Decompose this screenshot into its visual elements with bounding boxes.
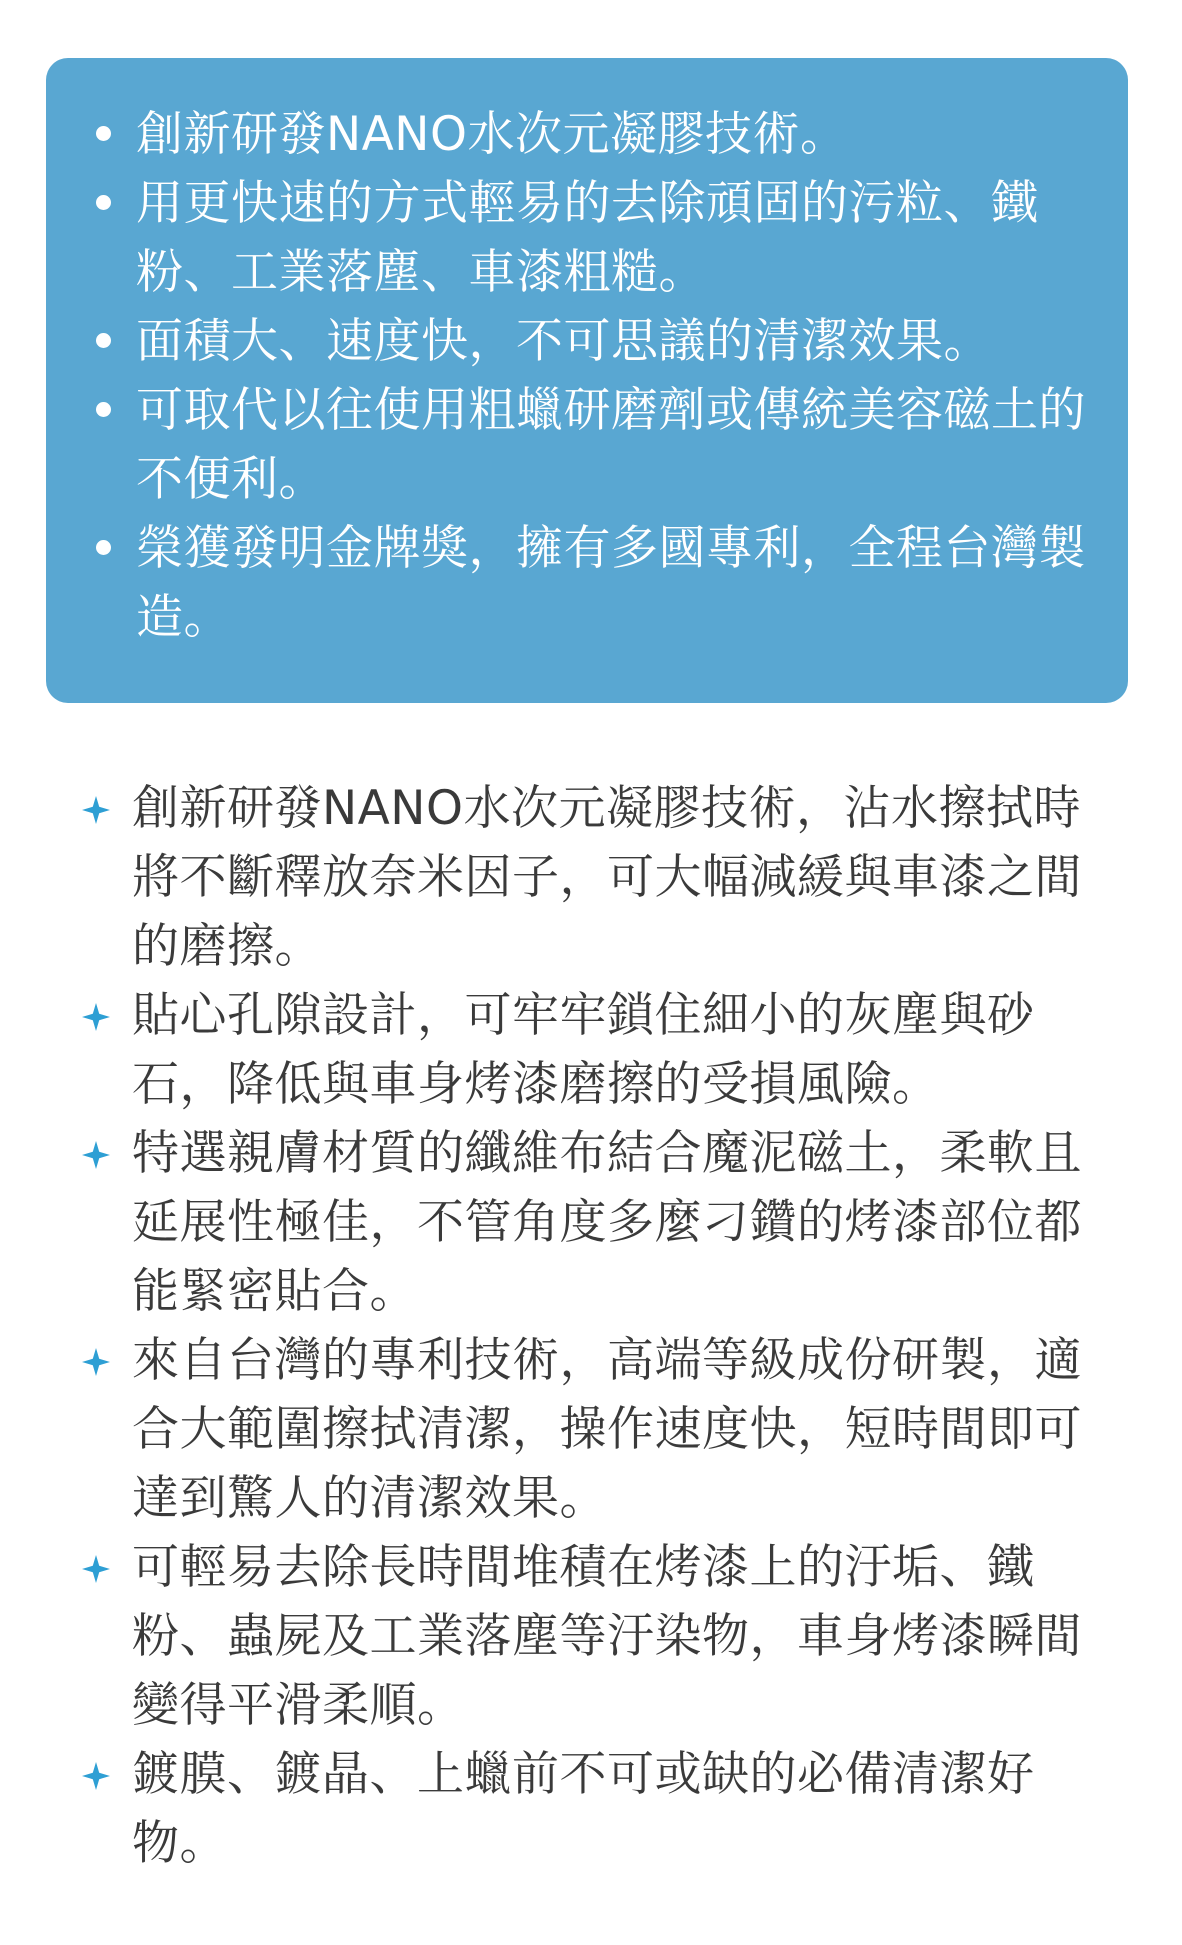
feature-item-text: 鍍膜、鍍晶、上蠟前不可或缺的必備清潔好物。 (132, 1747, 1035, 1871)
bullet-dot-icon (96, 333, 111, 348)
four-point-star-icon (82, 1555, 110, 1583)
feature-item-text: 來自台灣的專利技術，高端等級成份研製，適合大範圍擦拭清潔，操作速度快，短時間即可達到驚人的清潔效果。 (132, 1333, 1082, 1526)
summary-item-text: 創新研發NANO水次元凝膠技術。 (136, 107, 848, 162)
feature-item (82, 1119, 1092, 1326)
summary-item-text: 面積大、速度快，不可思議的清潔效果。 (136, 314, 991, 369)
bullet-dot-icon (96, 195, 111, 210)
feature-item-text: 貼心孔隙設計，可牢牢鎖住細小的灰塵與砂石，降低與車身烤漆磨擦的受損風險。 (132, 988, 1035, 1112)
four-point-star-icon (82, 1003, 110, 1031)
summary-item (86, 514, 1088, 652)
summary-item (86, 169, 1088, 307)
summary-list (86, 100, 1088, 652)
summary-item-text: 用更快速的方式輕易的去除頑固的污粒、鐵粉、工業落塵、車漆粗糙。 (136, 176, 1039, 300)
bullet-dot-icon (96, 402, 111, 417)
feature-item (82, 981, 1092, 1119)
four-point-star-icon (82, 1762, 110, 1790)
feature-item (82, 774, 1092, 981)
summary-item-text: 榮獲發明金牌獎，擁有多國專利，全程台灣製造。 (136, 521, 1086, 645)
feature-item (82, 1326, 1092, 1533)
feature-item-text: 創新研發NANO水次元凝膠技術，沾水擦拭時將不斷釋放奈米因子，可大幅減緩與車漆之間的磨擦。 (132, 781, 1082, 974)
four-point-star-icon (82, 1141, 110, 1169)
feature-item-text: 特選親膚材質的纖維布結合魔泥磁土，柔軟且延展性極佳，不管角度多麼刁鑽的烤漆部位都能緊密貼合。 (132, 1126, 1082, 1319)
summary-item (86, 307, 1088, 376)
summary-item (86, 100, 1088, 169)
feature-item (82, 1533, 1092, 1740)
feature-item (82, 1740, 1092, 1878)
feature-list (82, 774, 1092, 1878)
summary-item (86, 376, 1088, 514)
summary-box (46, 58, 1128, 703)
summary-item-text: 可取代以往使用粗蠟研磨劑或傳統美容磁土的不便利。 (136, 383, 1086, 507)
feature-item-text: 可輕易去除長時間堆積在烤漆上的汙垢、鐵粉、蟲屍及工業落塵等汙染物，車身烤漆瞬間變得平滑柔順。 (132, 1540, 1082, 1733)
four-point-star-icon (82, 1348, 110, 1376)
bullet-dot-icon (96, 540, 111, 555)
four-point-star-icon (82, 796, 110, 824)
bullet-dot-icon (96, 126, 111, 141)
